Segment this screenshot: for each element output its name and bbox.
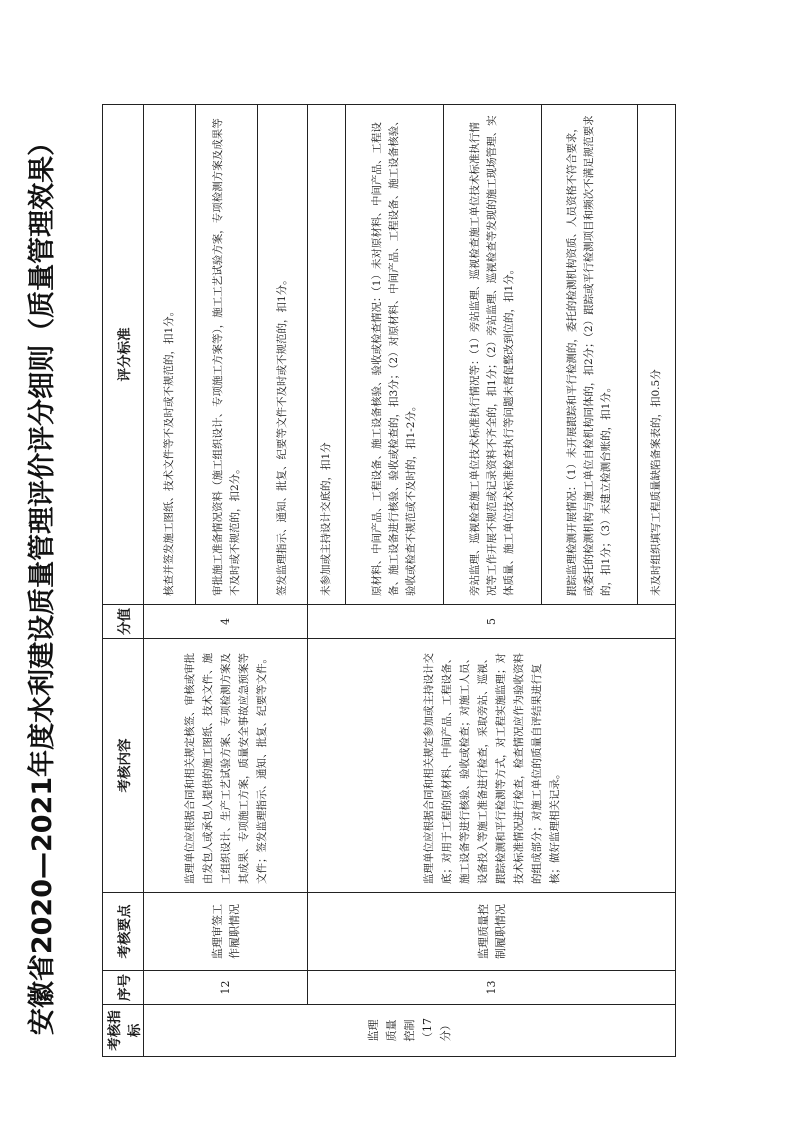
- serial-12: 12: [144, 971, 308, 1005]
- content-12: 监理单位应根据合同和相关规定核签、审核或审批由发包人或承包人提供的施工图纸、技术文件、施工组织设计、生产工艺试验方案、专项检测方案及其成果、专项施工方案，质量安全事故应急预案等文件；签发监理指示、通知、批复、纪要等文件。: [144, 639, 308, 893]
- criteria-13-5: 未及时组织填写工程质量缺陷备案表的，扣0.5分: [638, 105, 676, 605]
- criteria-12-1: 核查并签发施工图纸、技术文件等不及时或不规范的，扣1分。: [144, 105, 196, 605]
- point-13: 监理质量控制履职情况: [308, 893, 676, 971]
- criteria-13-1: 未参加或主持设计交底的，扣1分: [308, 105, 346, 605]
- criteria-12-2: 审批施工准备情况资料（施工组织设计、专项施工方案等），施工工艺试验方案，专项检测方案及成果等不及时或不规范的，扣2分。: [196, 105, 258, 605]
- indicator-cell: 监理质量控制（17分）: [144, 1005, 676, 1057]
- header-row: [103, 105, 144, 1057]
- score-13: 5: [308, 605, 676, 639]
- criteria-13-3: 旁站监理、巡视检查施工单位技术标准执行情况等：（1）旁站监理、巡视检查施工单位技术标准执行情况等工作开展不规范或记录资料不齐全的，扣1分；（2）旁站监理、巡视检查等发现的施工现场管理、实体质量、施工单位技术标准检查执行等问题未督促整改到位的，扣1分。: [444, 105, 542, 605]
- header-criteria: 评分标准: [103, 105, 144, 605]
- score-12: 4: [144, 605, 308, 639]
- header-point: 考核要点: [103, 893, 144, 971]
- point-12: 监理审签工作履职情况: [144, 893, 308, 971]
- criteria-12-3: 签发监理指示、通知、批复、纪要等文件不及时或不规范的，扣1分。: [258, 105, 308, 605]
- header-serial: 序号: [103, 971, 144, 1005]
- header-score: 分值: [103, 605, 144, 639]
- criteria-13-2: 原材料、中间产品、工程设备、施工设备核验、验收或检查情况：（1）未对原材料、中间产品、工程设备、施工设备进行核验、验收或检查的，扣3分；（2）对原材料、中间产品、工程设备、施工设备核验、验收或检查不规范或不及时的，扣1-2分。: [346, 105, 444, 605]
- content-13: 监理单位应根据合同和相关规定参加或主持设计交底；对用于工程的原材料、中间产品、工程设备、施工设备等进行核验、验收或检查；对施工人员、设备投入等施工准备进行检查，采取旁站、巡视、跟踪检测和平行检测等方式，对工程实施监理；对技术标准情况进行检查，检查情况应作为验收资料的组成部分；对施工单位的质量自评结果进行复核；做好监理相关记录。: [308, 639, 676, 893]
- table-row-13: [308, 105, 346, 1057]
- serial-13: 13: [308, 971, 676, 1005]
- criteria-13-4: 跟踪监理检测开展情况：（1）未开展跟踪和平行检测的，委托的检测机构资质、人员资格不符合要求，或委托的检测机构与施工单位自检机构同体的，扣2分；（2）跟踪或平行检测项目和频次不满足规范要求的，扣1分；（3）未建立检测台账的，扣1分。: [542, 105, 638, 605]
- document-title: 安徽省2020—2021年度水利建设质量管理评价评分细则（质量管理效果）: [27, 128, 58, 1036]
- table-row-12: [144, 105, 196, 1057]
- score-table: [102, 104, 676, 1057]
- header-indicator: 考核指标: [103, 1005, 144, 1057]
- header-content: 考核内容: [103, 639, 144, 893]
